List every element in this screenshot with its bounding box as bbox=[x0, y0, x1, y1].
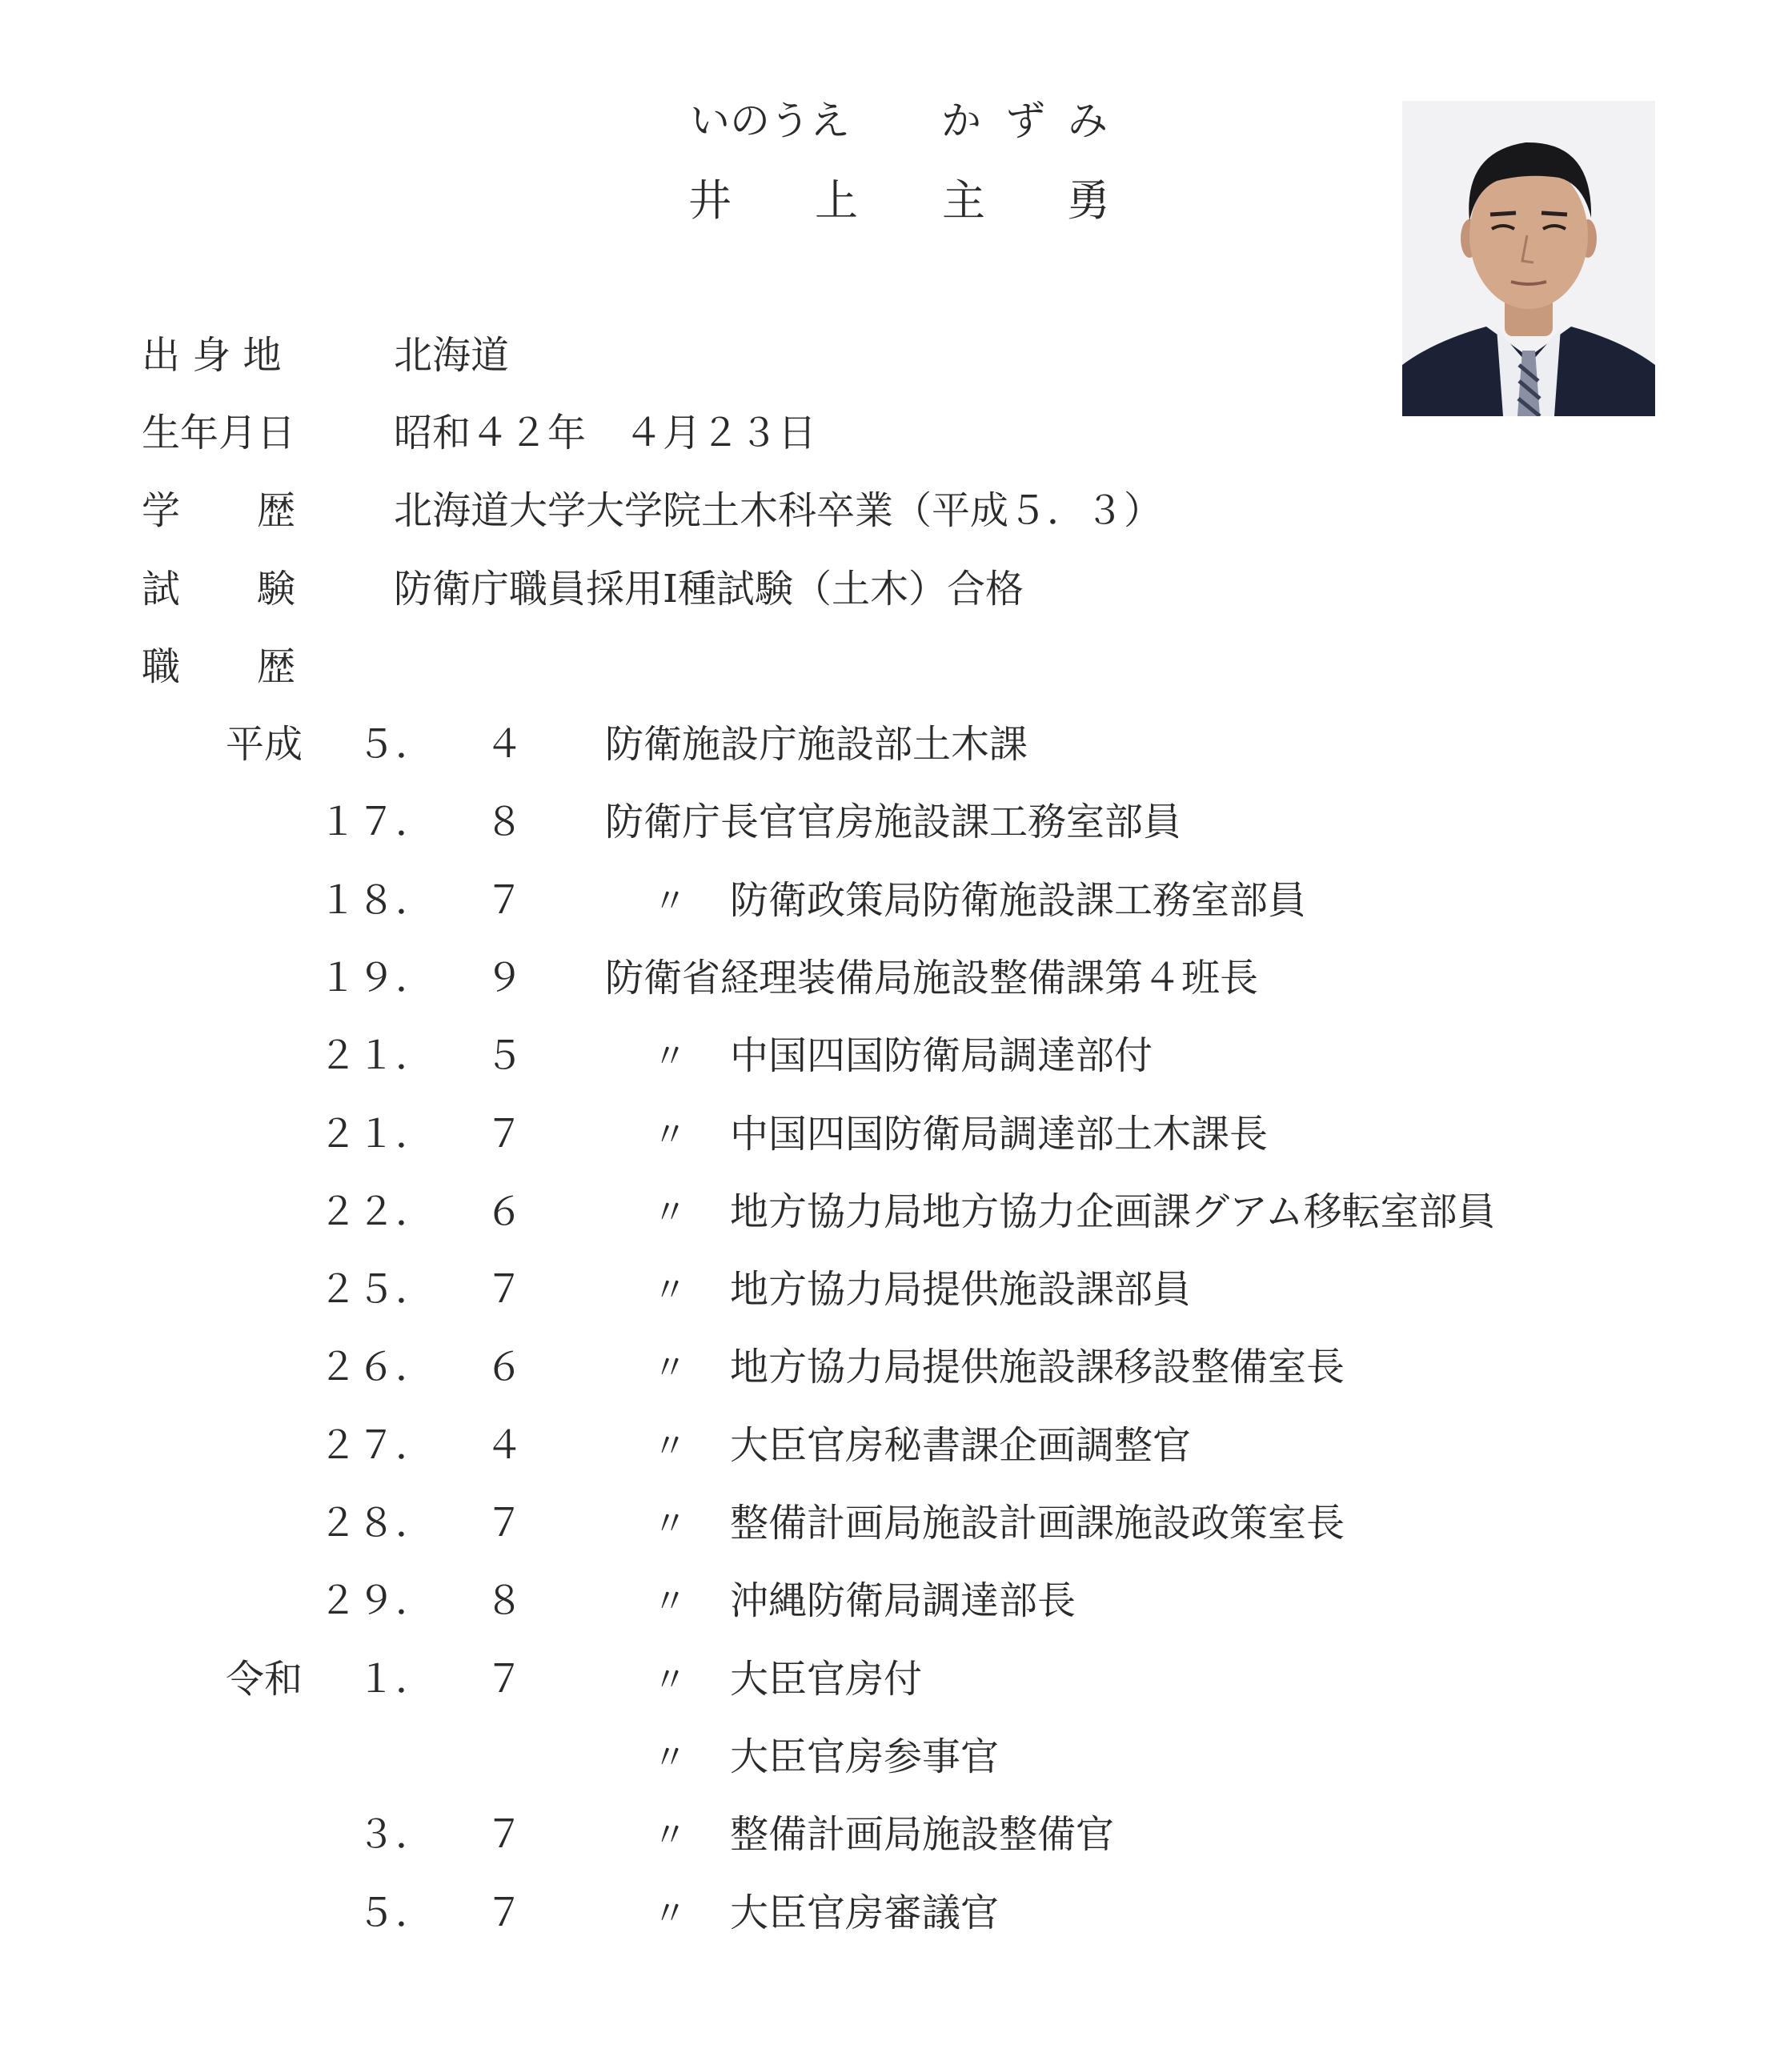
career-ditto-mark: 〃 bbox=[653, 1348, 688, 1387]
career-position: 中国四国防衛局調達部土木課長 bbox=[730, 1112, 1269, 1157]
career-year: １７． bbox=[319, 800, 435, 844]
career-month: ７ bbox=[485, 1112, 524, 1157]
exam-value: 防衛庁職員採用Ⅰ種試験（土木）合格 bbox=[394, 567, 1024, 611]
career-month: ４ bbox=[485, 722, 524, 767]
career-month: ７ bbox=[485, 1812, 524, 1857]
career-label: 職 歴 bbox=[142, 644, 296, 689]
career-ditto-mark: 〃 bbox=[653, 881, 688, 920]
career-ditto-mark: 〃 bbox=[653, 1115, 688, 1154]
career-ditto-mark: 〃 bbox=[653, 1815, 688, 1855]
birthdate-label: 生年月日 bbox=[142, 411, 296, 455]
birthplace-label: 出 身 地 bbox=[142, 333, 282, 378]
career-position: 整備計画局施設整備官 bbox=[730, 1812, 1115, 1857]
name-kanji-3: 主 bbox=[942, 175, 985, 226]
career-month: ７ bbox=[485, 1501, 524, 1546]
career-position: 大臣官房参事官 bbox=[730, 1734, 1000, 1779]
name-kanji-1: 井 bbox=[688, 175, 732, 226]
name-kana-surname: いのうえ bbox=[690, 98, 850, 144]
career-position: 防衛庁長官官房施設課工務室部員 bbox=[605, 800, 1182, 844]
career-year: ５． bbox=[357, 1891, 435, 1935]
career-era: 令和 bbox=[226, 1657, 303, 1702]
career-month: ８ bbox=[485, 800, 524, 844]
career-year: ２２． bbox=[319, 1189, 435, 1234]
career-position: 防衛省経理装備局施設整備課第４班長 bbox=[605, 956, 1259, 1000]
career-year: ２６． bbox=[319, 1345, 435, 1389]
education-label: 学 歴 bbox=[142, 488, 296, 533]
career-position: 地方協力局提供施設課部員 bbox=[730, 1267, 1192, 1312]
career-year: １９． bbox=[319, 956, 435, 1000]
name-kana-given-3: み bbox=[1068, 98, 1108, 144]
career-month: ８ bbox=[485, 1578, 524, 1623]
career-position: 整備計画局施設計画課施設政策室長 bbox=[730, 1501, 1345, 1546]
career-month: ５ bbox=[485, 1033, 524, 1078]
portrait-photo bbox=[1402, 101, 1655, 416]
career-year: １８． bbox=[319, 878, 435, 923]
career-month: ９ bbox=[485, 956, 524, 1000]
career-position: 大臣官房付 bbox=[730, 1657, 923, 1702]
career-position: 大臣官房秘書課企画調整官 bbox=[730, 1423, 1192, 1468]
career-year: ２１． bbox=[319, 1112, 435, 1157]
career-year: ２５． bbox=[319, 1267, 435, 1312]
name-kanji-4: 勇 bbox=[1067, 175, 1110, 226]
career-month: ７ bbox=[485, 878, 524, 923]
career-position: 中国四国防衛局調達部付 bbox=[730, 1033, 1153, 1078]
career-year: ２１． bbox=[319, 1033, 435, 1078]
career-position: 防衛施設庁施設部土木課 bbox=[605, 722, 1028, 767]
name-kana-given-1: か bbox=[941, 98, 981, 144]
career-ditto-mark: 〃 bbox=[653, 1738, 688, 1777]
birthdate-value: 昭和４２年 ４月２３日 bbox=[394, 411, 817, 455]
career-era: 平成 bbox=[226, 722, 303, 767]
career-ditto-mark: 〃 bbox=[653, 1894, 688, 1933]
career-position: 防衛政策局防衛施設課工務室部員 bbox=[730, 878, 1307, 923]
career-position: 沖縄防衛局調達部長 bbox=[730, 1578, 1076, 1623]
exam-label: 試 験 bbox=[142, 567, 296, 611]
career-year: ２８． bbox=[319, 1501, 435, 1546]
education-value: 北海道大学大学院土木科卒業（平成５．３） bbox=[394, 488, 1163, 533]
career-year: ２７． bbox=[319, 1423, 435, 1468]
career-ditto-mark: 〃 bbox=[653, 1193, 688, 1232]
career-month: ７ bbox=[485, 1267, 524, 1312]
name-kanji-2: 上 bbox=[815, 175, 858, 226]
career-month: ６ bbox=[485, 1189, 524, 1234]
career-position: 地方協力局提供施設課移設整備室長 bbox=[730, 1345, 1345, 1389]
name-kana-given-2: ず bbox=[1005, 98, 1045, 144]
career-ditto-mark: 〃 bbox=[653, 1504, 688, 1543]
career-year: １． bbox=[357, 1657, 435, 1702]
career-month: ６ bbox=[485, 1345, 524, 1389]
career-position: 大臣官房審議官 bbox=[730, 1891, 1000, 1935]
career-year: ５． bbox=[357, 722, 435, 767]
career-month: ７ bbox=[485, 1657, 524, 1702]
career-year: ２９． bbox=[319, 1578, 435, 1623]
career-ditto-mark: 〃 bbox=[653, 1660, 688, 1699]
career-ditto-mark: 〃 bbox=[653, 1426, 688, 1466]
career-ditto-mark: 〃 bbox=[653, 1037, 688, 1076]
career-ditto-mark: 〃 bbox=[653, 1270, 688, 1309]
career-ditto-mark: 〃 bbox=[653, 1582, 688, 1621]
career-position: 地方協力局地方協力企画課グアム移転室部員 bbox=[730, 1189, 1496, 1234]
career-month: ４ bbox=[485, 1423, 524, 1468]
career-year: ３． bbox=[357, 1812, 435, 1857]
career-month: ７ bbox=[485, 1891, 524, 1935]
birthplace-value: 北海道 bbox=[394, 333, 510, 378]
